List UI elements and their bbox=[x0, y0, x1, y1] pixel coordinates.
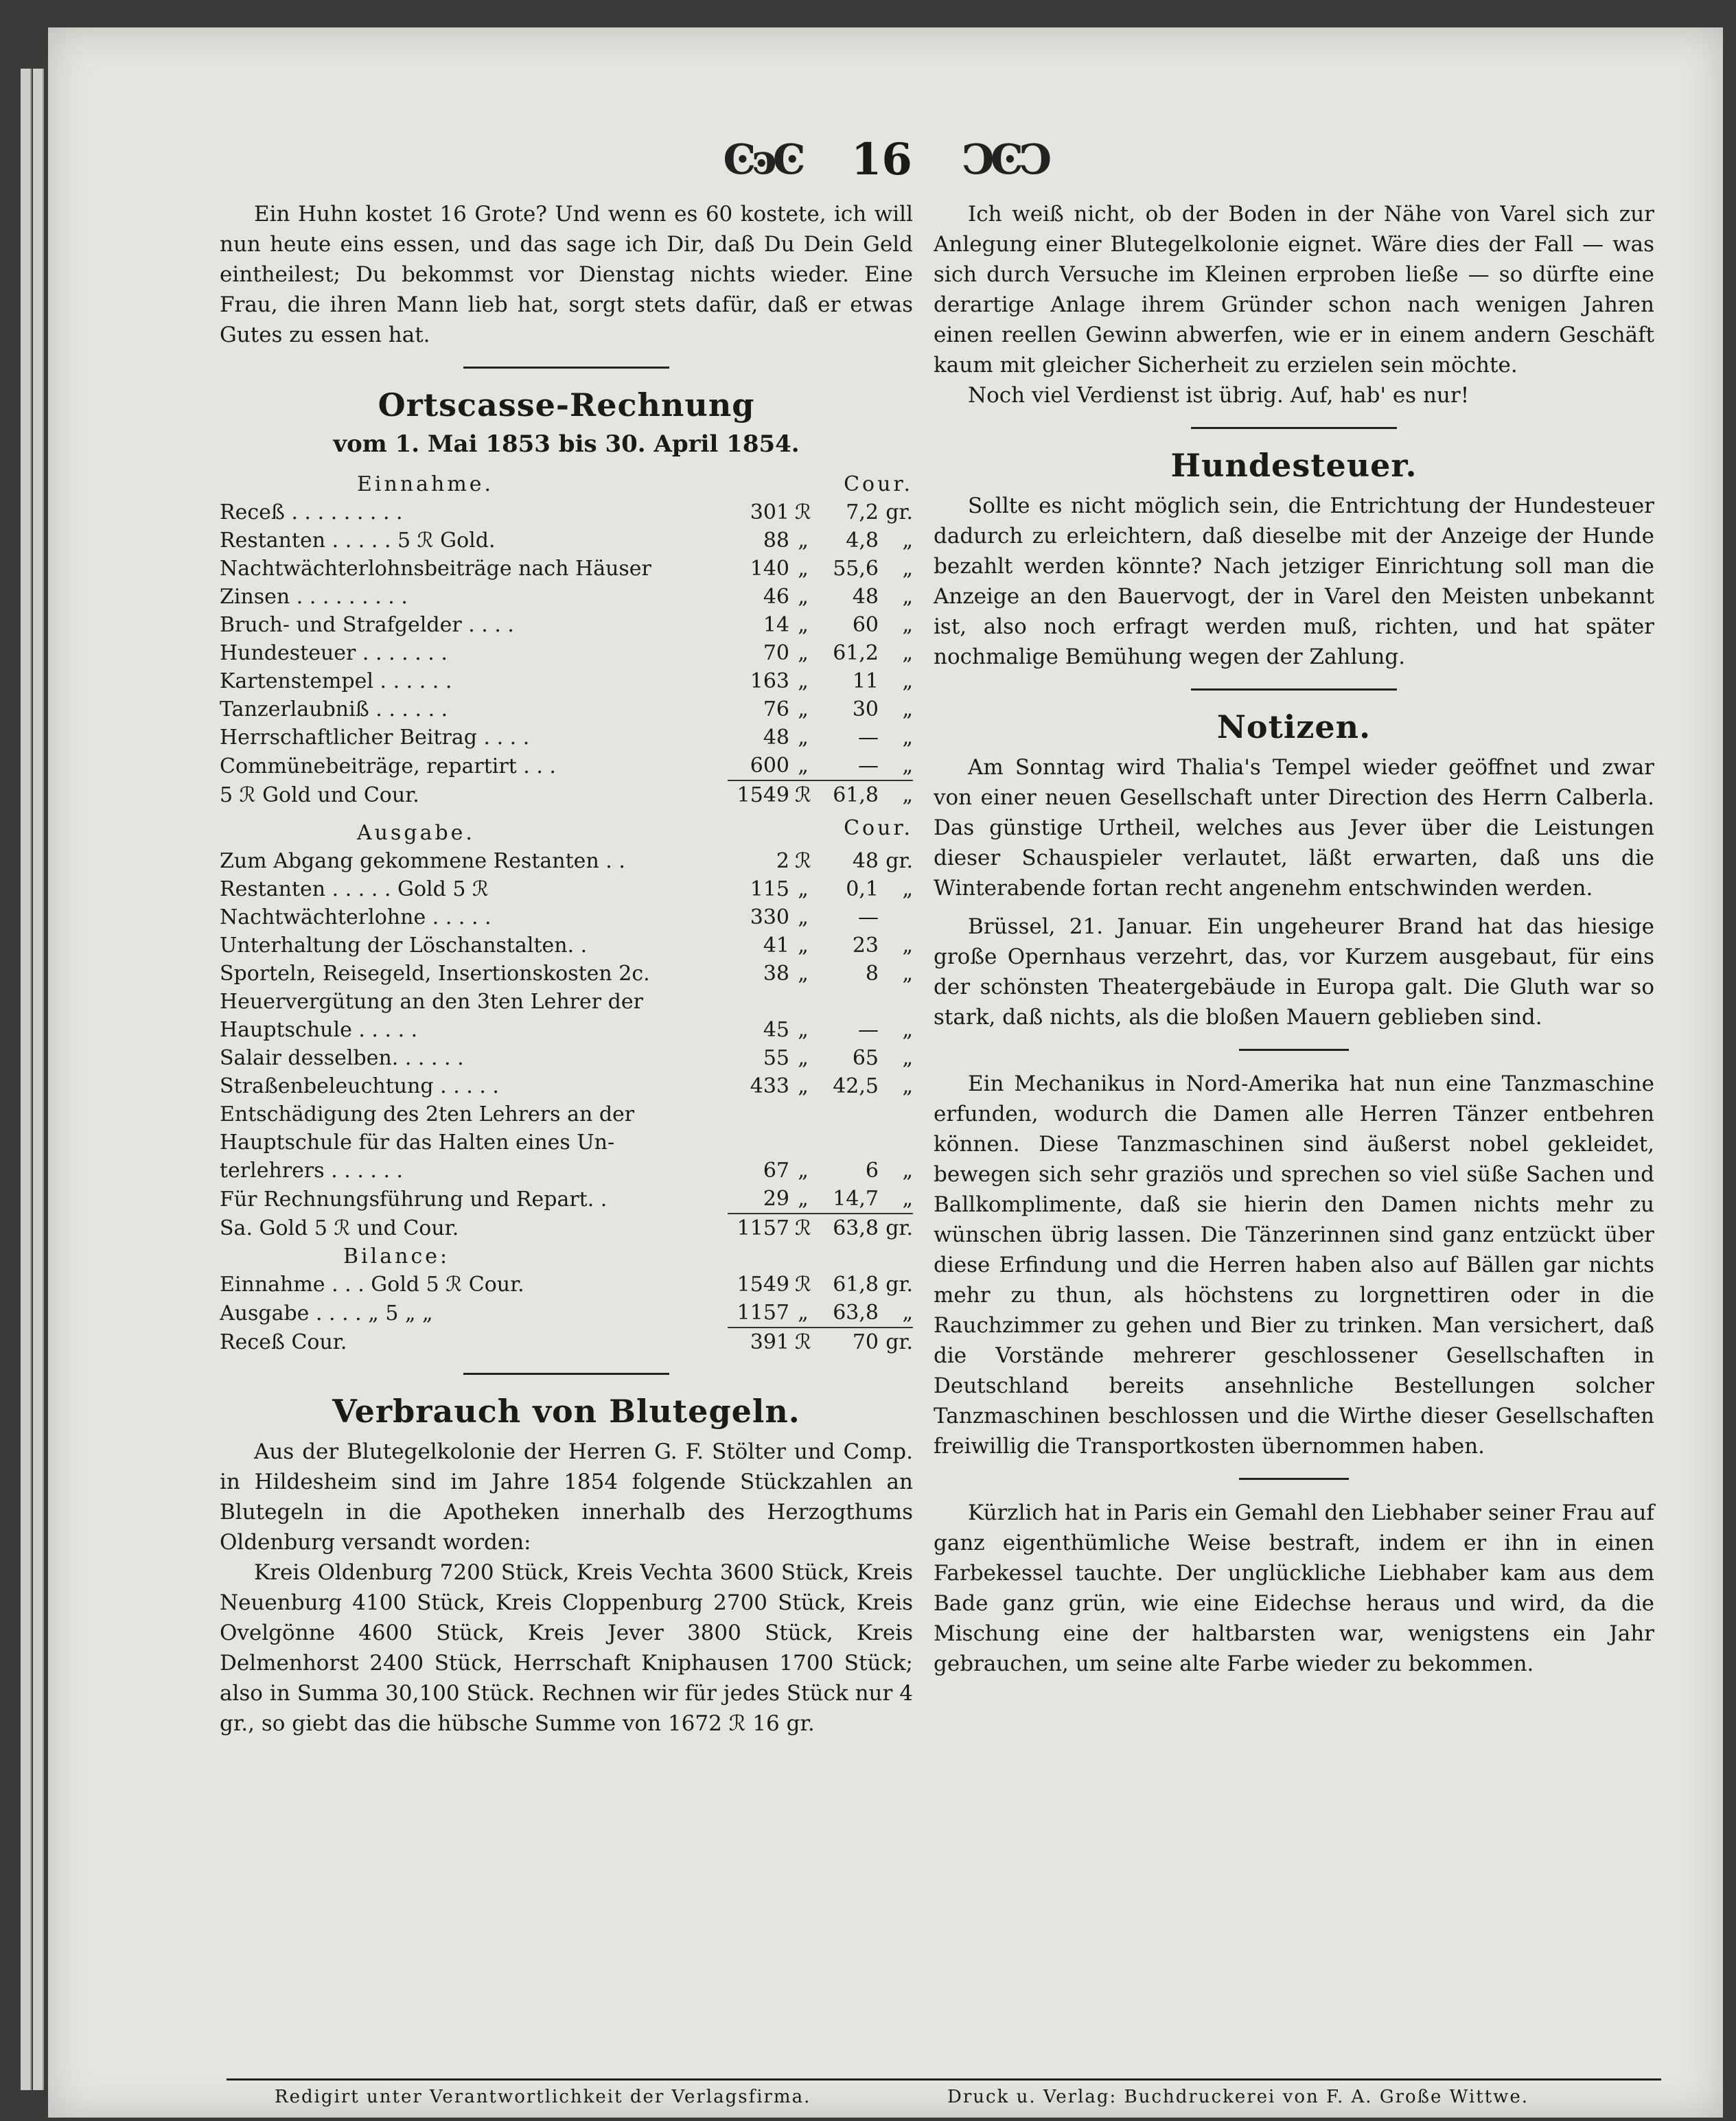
table-row bbox=[220, 1100, 913, 1128]
cell-u: „ bbox=[902, 1301, 913, 1325]
cell-c: ℛ bbox=[795, 849, 811, 873]
table-row bbox=[220, 960, 913, 988]
einnahme-total-amount: 1549 bbox=[728, 780, 789, 809]
cell-c: „ bbox=[798, 557, 809, 581]
cell-a: 115 bbox=[750, 877, 789, 901]
cell-u: gr. bbox=[886, 500, 913, 524]
table-row bbox=[220, 611, 913, 639]
cell-b: 7,2 bbox=[846, 500, 879, 524]
cell-u bbox=[879, 988, 913, 1016]
cell-c bbox=[789, 1100, 817, 1128]
cell-u bbox=[879, 903, 913, 931]
cell-c: „ bbox=[798, 1159, 809, 1183]
leech-paragraph-1: Aus der Blutegelkolonie der Herren G. F. Stölter und Comp. in Hildesheim sind im Jahre 1854 folgende Stückzahlen an Blutegeln in die Apotheken innerhalb des Herzogthums Oldenburg versandt worden: bbox=[220, 1439, 913, 1555]
ausgabe-total-amount: 1157 bbox=[728, 1214, 789, 1242]
cell-u: „ bbox=[902, 754, 913, 778]
table-row bbox=[220, 695, 913, 723]
cell-label: Hauptschule . . . . . bbox=[220, 1018, 418, 1042]
cell-label: Für Rechnungsführung und Repart. . bbox=[220, 1187, 607, 1212]
cell-a bbox=[728, 1100, 789, 1128]
cell-c: „ bbox=[798, 1187, 809, 1211]
table-row bbox=[220, 583, 913, 611]
cell-label: Nachtwächterlohnsbeiträge nach Häuser bbox=[220, 557, 651, 581]
cell-c: „ bbox=[798, 726, 809, 750]
cell-u: „ bbox=[902, 613, 913, 637]
leech-paragraph-2: Kreis Oldenburg 7200 Stück, Kreis Vechta 3600 Stück, Kreis Neuenburg 4100 Stück, Kreis Cloppenburg 2700 Stück, Kreis Ovelgönne 4600 Stück, Kreis Jever 3800 Stück, Kreis Delmenhorst 2400 Stück, Herrschaft Kniphausen 1700 Stück; also in Summa 30,100 Stück. Rechnen wir für jedes Stück nur 4 gr., so giebt das die hübsche Summe von 1672 ℛ 16 gr. bbox=[220, 1560, 913, 1736]
cell-label: Restanten . . . . . Gold 5 ℛ bbox=[220, 877, 489, 901]
table-row bbox=[220, 1185, 913, 1214]
cell-label: Hauptschule für das Halten eines Un- bbox=[220, 1131, 615, 1155]
verdienst-paragraph: Noch viel Verdienst ist übrig. Auf, hab' es nur! bbox=[968, 383, 1470, 408]
cell-b: — bbox=[858, 1018, 879, 1042]
cell-c: „ bbox=[798, 1301, 809, 1325]
table-row bbox=[220, 667, 913, 695]
cell-u: „ bbox=[902, 1018, 913, 1042]
cell-a: 45 bbox=[763, 1018, 789, 1042]
cell-a: 70 bbox=[763, 641, 789, 665]
note-dance-machine: Ein Mechanikus in Nord-Amerika hat nun eine Tanzmaschine erfunden, wodurch die Damen alle Herren Tänzer entbehren können. Diese Tanzmaschinen sind äußerst nobel gekleidet, bewegen sich sehr graziös und sprechen so viel süße Sachen und Ballkomplimente, daß sie hierin den Damen nichts mehr zu wünschen übrig lassen. Die Tänzerinnen sind ganz entzückt über diese Erfindung und die Herren haben also auf Bällen gar nichts mehr zu thun, als höchstens zu lorgnettiren oder in die Rauchzimmer zu gehen und Bier zu trinken. Man versichert, daß die Vorstände mehrerer geschlossener Gesellschaften in Deutschland bereits ansehnliche Bestellungen solcher Tanzmaschinen beschlossen und die Wirthe dieser Gesellschaften freiwillig die Transportkosten übernommen haben. bbox=[934, 1071, 1654, 1459]
cell-label: Tanzerlaubniß . . . . . . bbox=[220, 697, 448, 721]
cell-label: Zinsen . . . . . . . . . bbox=[220, 585, 408, 609]
einnahme-total-fraction: 61,8 bbox=[817, 780, 879, 809]
cell-c: „ bbox=[798, 1074, 809, 1098]
cell-u: „ bbox=[902, 529, 913, 553]
cell-a: 67 bbox=[763, 1159, 789, 1183]
cell-c: „ bbox=[798, 529, 809, 553]
cell-u: „ bbox=[902, 934, 913, 958]
cell-b: 61,8 bbox=[833, 1273, 879, 1297]
dog-tax-title: Hundesteuer. bbox=[1170, 447, 1417, 484]
cell-a: 29 bbox=[763, 1187, 789, 1211]
cell-b: 48 bbox=[852, 849, 879, 873]
cell-c: ℛ bbox=[795, 500, 811, 524]
table-row bbox=[220, 752, 913, 780]
leech-title: Verbrauch von Blutegeln. bbox=[332, 1393, 800, 1430]
cell-a: 433 bbox=[750, 1074, 789, 1098]
cell-u: „ bbox=[902, 877, 913, 901]
cell-c: „ bbox=[798, 754, 809, 778]
cell-b: 42,5 bbox=[833, 1074, 879, 1098]
einnahme-total-currency: ℛ bbox=[789, 780, 817, 809]
notes-title: Notizen. bbox=[1216, 708, 1372, 745]
table-row bbox=[220, 847, 913, 875]
cell-b: 60 bbox=[852, 613, 879, 637]
page-number: 16 bbox=[850, 134, 912, 185]
cell-a: 55 bbox=[763, 1046, 789, 1070]
account-title: Ortscasse-Rechnung bbox=[378, 386, 755, 424]
cell-c: „ bbox=[798, 613, 809, 637]
cell-label: terlehrers . . . . . . bbox=[220, 1159, 404, 1183]
cell-a: 140 bbox=[750, 557, 789, 581]
cell-u: „ bbox=[902, 1159, 913, 1183]
cell-u: „ bbox=[902, 1046, 913, 1070]
table-row bbox=[220, 931, 913, 960]
cell-b: 6 bbox=[865, 1159, 879, 1183]
table-row bbox=[220, 1271, 913, 1299]
ausgabe-total-currency: ℛ bbox=[789, 1214, 817, 1242]
table-row bbox=[220, 526, 913, 555]
newspaper-page bbox=[48, 27, 1723, 2118]
cell-label: Entschädigung des 2ten Lehrers an der bbox=[220, 1102, 635, 1126]
cell-b: 48 bbox=[852, 585, 879, 609]
cell-label: Salair desselben. . . . . . bbox=[220, 1046, 464, 1070]
cell-c bbox=[789, 988, 817, 1016]
table-row bbox=[220, 1299, 913, 1328]
cell-b: 63,8 bbox=[833, 1301, 879, 1325]
note-theatre: Am Sonntag wird Thalia's Tempel wieder geöffnet und zwar von einer neuen Gesellschaft unter Direction des Herrn Calberla. Das günstige Urtheil, welches aus Jever über die Leistungen dieser Schauspieler verlautet, läßt erwarten, daß uns die Winterabende fortan recht angenehm entschwinden werden. bbox=[934, 755, 1654, 901]
cell-b bbox=[817, 988, 879, 1016]
cell-c: „ bbox=[798, 934, 809, 958]
table-row bbox=[220, 723, 913, 752]
cell-a: 41 bbox=[763, 934, 789, 958]
cell-b: 4,8 bbox=[846, 529, 879, 553]
cell-u: „ bbox=[902, 557, 913, 581]
ausgabe-heading: Ausgabe. bbox=[357, 821, 475, 845]
cell-u: „ bbox=[902, 669, 913, 693]
ornament-left-icon: ϾͽϾ bbox=[723, 135, 802, 184]
rezess-unit: gr. bbox=[879, 1328, 913, 1356]
cell-a: 1549 bbox=[737, 1273, 789, 1297]
cell-u: „ bbox=[902, 1187, 913, 1211]
cell-c: ℛ bbox=[795, 1273, 811, 1297]
cell-a: 48 bbox=[763, 726, 789, 750]
cell-a: 14 bbox=[763, 613, 789, 637]
table-row bbox=[220, 1016, 913, 1044]
table-row bbox=[220, 1044, 913, 1072]
cell-u: „ bbox=[902, 1074, 913, 1098]
cell-u: „ bbox=[902, 641, 913, 665]
cell-b bbox=[817, 1128, 879, 1157]
cell-label: Ausgabe . . . . „ 5 „ „ bbox=[220, 1301, 433, 1325]
cell-c: „ bbox=[798, 1046, 809, 1070]
ausgabe-total-label: Sa. Gold 5 ℛ und Cour. bbox=[220, 1216, 459, 1240]
intro-paragraph: Ein Huhn kostet 16 Grote? Und wenn es 60 kostete, ich will nun heute eins essen, und das sage ich Dir, daß Du Dein Geld eintheilest; Du bekommst vor Dienstag nichts wieder. Eine Frau, die ihren Mann lieb hat, sorgt stets dafür, daß er etwas Gutes zu essen hat. bbox=[220, 202, 913, 347]
rezess-currency: ℛ bbox=[789, 1328, 817, 1356]
rezess-fraction: 70 bbox=[817, 1328, 879, 1356]
cell-a: 600 bbox=[750, 754, 789, 778]
cell-label: Nachtwächterlohne . . . . . bbox=[220, 905, 491, 929]
footer-divider bbox=[227, 2078, 1661, 2081]
cell-u: „ bbox=[902, 585, 913, 609]
cell-label: Restanten . . . . . 5 ℛ Gold. bbox=[220, 529, 496, 553]
cell-c: „ bbox=[798, 877, 809, 901]
cell-u: „ bbox=[902, 697, 913, 721]
page-header bbox=[48, 130, 1723, 185]
table-row bbox=[220, 988, 913, 1016]
cell-label: Sporteln, Reisegeld, Insertionskosten 2c. bbox=[220, 962, 650, 986]
cell-label: Hundesteuer . . . . . . . bbox=[220, 641, 448, 665]
cell-c: „ bbox=[798, 585, 809, 609]
cell-label: Heuervergütung an den 3ten Lehrer der bbox=[220, 990, 643, 1014]
right-column bbox=[934, 199, 1654, 1679]
table-row bbox=[220, 639, 913, 667]
cell-c: „ bbox=[798, 669, 809, 693]
ausgabe-total-unit: gr. bbox=[879, 1214, 913, 1242]
dog-tax-paragraph: Sollte es nicht möglich sein, die Entrichtung der Hundesteuer dadurch zu erleichtern, daß dieselbe mit der Anzeige der Hunde bezahlt werden könnte? Nach jetziger Einrichtung soll man die Anzeige an den Bauervogt, der in Varel den Meisten unbekannt ist, also noch erfragt werden muß, richten, und hat später nochmalige Bemühung wegen der Zahlung. bbox=[934, 494, 1654, 669]
left-column bbox=[220, 199, 913, 1739]
divider bbox=[1191, 688, 1397, 691]
cell-a: 76 bbox=[763, 697, 789, 721]
table-row bbox=[220, 875, 913, 903]
cell-c bbox=[789, 1128, 817, 1157]
footer-editorial: Redigirt unter Verantwortlichkeit der Verlagsfirma. bbox=[275, 2087, 811, 2107]
cell-b: — bbox=[858, 905, 879, 929]
cell-c: „ bbox=[798, 905, 809, 929]
cell-a: 2 bbox=[776, 849, 789, 873]
cell-label: Einnahme . . . Gold 5 ℛ Cour. bbox=[220, 1273, 524, 1297]
cell-u: gr. bbox=[886, 1273, 913, 1297]
table-row bbox=[220, 1128, 913, 1157]
einnahme-heading: Einnahme. bbox=[357, 472, 494, 496]
cell-b: 8 bbox=[865, 962, 879, 986]
cell-a: 301 bbox=[750, 500, 789, 524]
cell-a: 1157 bbox=[737, 1301, 789, 1325]
cell-b: 61,2 bbox=[833, 641, 879, 665]
cell-a bbox=[728, 1128, 789, 1157]
cell-a: 163 bbox=[750, 669, 789, 693]
footer-printer: Druck u. Verlag: Buchdruckerei von F. A. Große Wittwe. bbox=[947, 2087, 1529, 2107]
cell-b: 23 bbox=[852, 934, 879, 958]
einnahme-table bbox=[220, 470, 913, 1356]
divider bbox=[463, 367, 669, 369]
cell-label: Kartenstempel . . . . . . bbox=[220, 669, 452, 693]
cell-c: „ bbox=[798, 641, 809, 665]
cell-b: 11 bbox=[852, 669, 879, 693]
cell-label: Unterhaltung der Löschanstalten. . bbox=[220, 934, 588, 958]
note-brussels: Brüssel, 21. Januar. Ein ungeheurer Brand hat das hiesige große Opernhaus verzehrt, das, vor Kurzem ausgebaut, für eins der schönsten Theatergebäude in Europa galt. Die Gluth war so stark, daß nichts, als die bloßen Mauern geblieben sind. bbox=[934, 914, 1654, 1030]
table-row bbox=[220, 1157, 913, 1185]
cell-label: Straßenbeleuchtung . . . . . bbox=[220, 1074, 499, 1098]
bilance-heading: Bilance: bbox=[343, 1244, 450, 1268]
cell-b: 0,1 bbox=[846, 877, 879, 901]
cell-label: Herrschaftlicher Beitrag . . . . bbox=[220, 726, 530, 750]
divider bbox=[1239, 1049, 1349, 1051]
divider bbox=[1191, 427, 1397, 429]
ausgabe-total-fraction: 63,8 bbox=[817, 1214, 879, 1242]
cell-b: — bbox=[858, 754, 879, 778]
rezess-amount: 391 bbox=[728, 1328, 789, 1356]
cell-c: „ bbox=[798, 962, 809, 986]
cell-u: „ bbox=[902, 726, 913, 750]
cell-b: 55,6 bbox=[833, 557, 879, 581]
divider bbox=[1239, 1478, 1349, 1480]
cell-label: Bruch- und Strafgelder . . . . bbox=[220, 613, 514, 637]
table-row bbox=[220, 903, 913, 931]
rezess-label: Receß Cour. bbox=[220, 1330, 347, 1354]
cell-b bbox=[817, 1100, 879, 1128]
page-edge bbox=[33, 69, 44, 2090]
cell-u bbox=[879, 1128, 913, 1157]
cell-b: 14,7 bbox=[833, 1187, 879, 1211]
note-paris: Kürzlich hat in Paris ein Gemahl den Liebhaber seiner Frau auf ganz eigenthümliche Weise bestraft, indem er ihn in einen Farbekessel tauchte. Der unglückliche Liebhaber kam aus dem Bade ganz grün, wie eine Eidechse heraus und wird, da die Mischung eine der haltbarsten war, wenigstens ein Jahr gebrauchen, um seine alte Farbe wieder zu bekommen. bbox=[934, 1500, 1654, 1676]
einnahme-total-label: 5 ℛ Gold und Cour. bbox=[220, 783, 419, 807]
cell-a: 38 bbox=[763, 962, 789, 986]
table-row bbox=[220, 555, 913, 583]
cour-heading-2: Cour. bbox=[844, 816, 913, 840]
table-row bbox=[220, 1072, 913, 1100]
cell-a: 330 bbox=[750, 905, 789, 929]
cell-label: Zum Abgang gekommene Restanten . . bbox=[220, 849, 625, 873]
cell-a: 46 bbox=[763, 585, 789, 609]
leech-colony-paragraph: Ich weiß nicht, ob der Boden in der Nähe von Varel sich zur Anlegung einer Blutegelkolonie eignet. Wäre dies der Fall — was sich durch Versuche im Kleinen erproben ließe — so dürfte eine derartige Anlage ihrem Gründer schon nach wenigen Jahren einen reellen Gewinn abwerfen, wie er in einem andern Geschäft kaum mit gleicher Sicherheit zu erzielen sein möchte. bbox=[934, 202, 1654, 378]
page-edge bbox=[21, 69, 32, 2090]
cell-b: 65 bbox=[852, 1046, 879, 1070]
divider bbox=[463, 1373, 669, 1375]
cell-a: 88 bbox=[763, 529, 789, 553]
cell-u: gr. bbox=[886, 849, 913, 873]
account-subtitle: vom 1. Mai 1853 bis 30. April 1854. bbox=[333, 430, 800, 458]
cell-u: „ bbox=[902, 962, 913, 986]
cell-c: „ bbox=[798, 1018, 809, 1042]
cell-label: Receß . . . . . . . . . bbox=[220, 500, 403, 524]
cell-b: 30 bbox=[852, 697, 879, 721]
cell-c: „ bbox=[798, 697, 809, 721]
cell-a bbox=[728, 988, 789, 1016]
einnahme-total-unit: „ bbox=[879, 780, 913, 809]
table-row bbox=[220, 498, 913, 526]
cell-u bbox=[879, 1100, 913, 1128]
cell-label: Commünebeiträge, repartirt . . . bbox=[220, 754, 556, 778]
cour-heading: Cour. bbox=[844, 472, 913, 496]
ornament-right-icon: ϽϾϽ bbox=[962, 135, 1048, 184]
cell-b: — bbox=[858, 726, 879, 750]
